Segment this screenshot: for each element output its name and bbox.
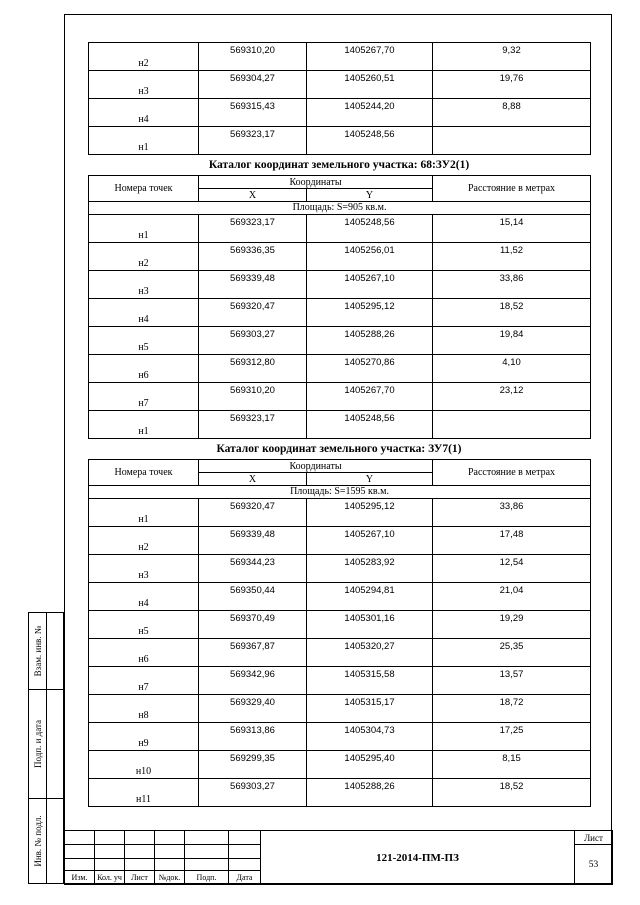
coord-y: 1405267,70 <box>307 383 433 411</box>
header-distance: Расстояние в метрах <box>433 176 591 202</box>
coord-y: 1405295,12 <box>307 299 433 327</box>
podp-data-cell <box>28 689 64 799</box>
coord-x: 569312,80 <box>199 355 307 383</box>
distance: 19,76 <box>433 71 591 99</box>
coord-y: 1405267,10 <box>307 527 433 555</box>
header-coords: Координаты <box>199 176 433 189</box>
distance: 9,32 <box>433 43 591 71</box>
table-row <box>89 99 591 127</box>
coord-x: 569303,27 <box>199 327 307 355</box>
point-number: н8 <box>89 695 199 723</box>
coord-x: 569303,27 <box>199 779 307 807</box>
point-number: н3 <box>89 71 199 99</box>
table-row <box>89 695 591 723</box>
col-ndok: №док. <box>155 871 185 885</box>
distance: 4,10 <box>433 355 591 383</box>
coord-x: 569310,20 <box>199 383 307 411</box>
coord-x: 569323,17 <box>199 411 307 439</box>
header-points: Номера точек <box>89 460 199 486</box>
distance: 19,84 <box>433 327 591 355</box>
sheet-number: 53 <box>575 845 613 885</box>
coordinates-table <box>88 175 591 439</box>
point-number: н4 <box>89 583 199 611</box>
coord-x: 569304,27 <box>199 71 307 99</box>
coord-x: 569350,44 <box>199 583 307 611</box>
document-code: 121-2014-ПМ-ПЗ <box>261 831 575 885</box>
table-row <box>89 639 591 667</box>
coord-y: 1405283,92 <box>307 555 433 583</box>
header-points: Номера точек <box>89 176 199 202</box>
distance: 18,52 <box>433 779 591 807</box>
distance: 25,35 <box>433 639 591 667</box>
point-number: н5 <box>89 611 199 639</box>
distance: 17,48 <box>433 527 591 555</box>
point-number: н4 <box>89 299 199 327</box>
coord-x: 569367,87 <box>199 639 307 667</box>
table-row <box>89 43 591 71</box>
coord-x: 569313,86 <box>199 723 307 751</box>
left-stamp-strip <box>28 612 64 884</box>
table-row <box>89 243 591 271</box>
point-number: н5 <box>89 327 199 355</box>
podp-data-label: Подп. и дата <box>32 719 43 769</box>
point-number: н2 <box>89 43 199 71</box>
header-y: Y <box>307 473 433 486</box>
coord-x: 569370,49 <box>199 611 307 639</box>
distance: 13,57 <box>433 667 591 695</box>
point-number: н2 <box>89 527 199 555</box>
coord-y: 1405301,16 <box>307 611 433 639</box>
table-row <box>89 215 591 243</box>
coord-x: 569323,17 <box>199 127 307 155</box>
distance <box>433 411 591 439</box>
table-row <box>89 611 591 639</box>
point-number: н9 <box>89 723 199 751</box>
col-list: Лист <box>125 871 155 885</box>
distance: 8,88 <box>433 99 591 127</box>
point-number: н3 <box>89 555 199 583</box>
coord-x: 569320,47 <box>199 299 307 327</box>
coordinates-table-continued <box>88 42 591 155</box>
distance: 18,52 <box>433 299 591 327</box>
point-number: н7 <box>89 667 199 695</box>
header-distance: Расстояние в метрах <box>433 460 591 486</box>
point-number: н6 <box>89 355 199 383</box>
catalog-caption: Каталог координат земельного участка: ЗУ7(1) <box>216 443 462 455</box>
coord-x: 569310,20 <box>199 43 307 71</box>
point-number: н1 <box>89 499 199 527</box>
coord-y: 1405304,73 <box>307 723 433 751</box>
coord-y: 1405256,01 <box>307 243 433 271</box>
point-number: н1 <box>89 215 199 243</box>
coord-y: 1405270,86 <box>307 355 433 383</box>
coord-x: 569339,48 <box>199 271 307 299</box>
title-block <box>64 830 612 884</box>
coord-y: 1405248,56 <box>307 411 433 439</box>
area-row: Площадь: S=1595 кв.м. <box>89 486 591 499</box>
catalog-caption: Каталог координат земельного участка: 68:ЗУ2(1) <box>208 159 470 171</box>
table-row <box>89 751 591 779</box>
header-x: X <box>199 473 307 486</box>
table-row <box>89 383 591 411</box>
table-row <box>89 527 591 555</box>
col-kol-uch: Кол. уч <box>95 871 125 885</box>
coord-x: 569299,35 <box>199 751 307 779</box>
table-row <box>89 327 591 355</box>
table-row <box>89 271 591 299</box>
coordinates-table <box>88 459 591 807</box>
sheet-label: Лист <box>575 831 613 845</box>
table-row <box>89 779 591 807</box>
distance: 17,25 <box>433 723 591 751</box>
table-row <box>89 667 591 695</box>
distance: 21,04 <box>433 583 591 611</box>
coord-x: 569329,40 <box>199 695 307 723</box>
table-row <box>89 411 591 439</box>
vzam-inv-label: Взам. инв. № <box>32 625 43 677</box>
inv-podl-cell <box>28 798 64 884</box>
col-izm: Изм. <box>65 871 95 885</box>
point-number: н10 <box>89 751 199 779</box>
coord-y: 1405260,51 <box>307 71 433 99</box>
coord-x: 569315,43 <box>199 99 307 127</box>
point-number: н6 <box>89 639 199 667</box>
coord-x: 569336,35 <box>199 243 307 271</box>
coord-y: 1405244,20 <box>307 99 433 127</box>
distance: 15,14 <box>433 215 591 243</box>
distance: 11,52 <box>433 243 591 271</box>
point-number: н7 <box>89 383 199 411</box>
header-coords: Координаты <box>199 460 433 473</box>
distance: 23,12 <box>433 383 591 411</box>
col-data: Дата <box>229 871 261 885</box>
inv-podl-label: Инв. № подл. <box>32 815 43 867</box>
point-number: н1 <box>89 411 199 439</box>
document-content <box>88 42 590 807</box>
coord-x: 569339,48 <box>199 527 307 555</box>
table-row <box>89 499 591 527</box>
distance <box>433 127 591 155</box>
point-number: н2 <box>89 243 199 271</box>
point-number: н1 <box>89 127 199 155</box>
coord-y: 1405288,26 <box>307 327 433 355</box>
point-number: н11 <box>89 779 199 807</box>
table-row <box>89 127 591 155</box>
distance: 33,86 <box>433 499 591 527</box>
table-row <box>89 555 591 583</box>
coord-x: 569342,96 <box>199 667 307 695</box>
coord-y: 1405294,81 <box>307 583 433 611</box>
coord-y: 1405315,17 <box>307 695 433 723</box>
coord-y: 1405267,70 <box>307 43 433 71</box>
point-number: н4 <box>89 99 199 127</box>
coord-x: 569323,17 <box>199 215 307 243</box>
distance: 8,15 <box>433 751 591 779</box>
coord-y: 1405295,40 <box>307 751 433 779</box>
coord-y: 1405320,27 <box>307 639 433 667</box>
distance: 19,29 <box>433 611 591 639</box>
table-row <box>89 583 591 611</box>
coord-x: 569320,47 <box>199 499 307 527</box>
vzam-inv-cell <box>28 612 64 690</box>
coord-y: 1405267,10 <box>307 271 433 299</box>
coord-y: 1405288,26 <box>307 779 433 807</box>
area-row: Площадь: S=905 кв.м. <box>89 202 591 215</box>
distance: 33,86 <box>433 271 591 299</box>
coord-y: 1405295,12 <box>307 499 433 527</box>
coord-x: 569344,23 <box>199 555 307 583</box>
distance: 12,54 <box>433 555 591 583</box>
coord-y: 1405248,56 <box>307 215 433 243</box>
header-y: Y <box>307 189 433 202</box>
coord-y: 1405248,56 <box>307 127 433 155</box>
point-number: н3 <box>89 271 199 299</box>
table-row <box>89 71 591 99</box>
coord-y: 1405315,58 <box>307 667 433 695</box>
table-row <box>89 723 591 751</box>
distance: 18,72 <box>433 695 591 723</box>
table-row <box>89 299 591 327</box>
col-podp: Подп. <box>185 871 229 885</box>
header-x: X <box>199 189 307 202</box>
table-row <box>89 355 591 383</box>
